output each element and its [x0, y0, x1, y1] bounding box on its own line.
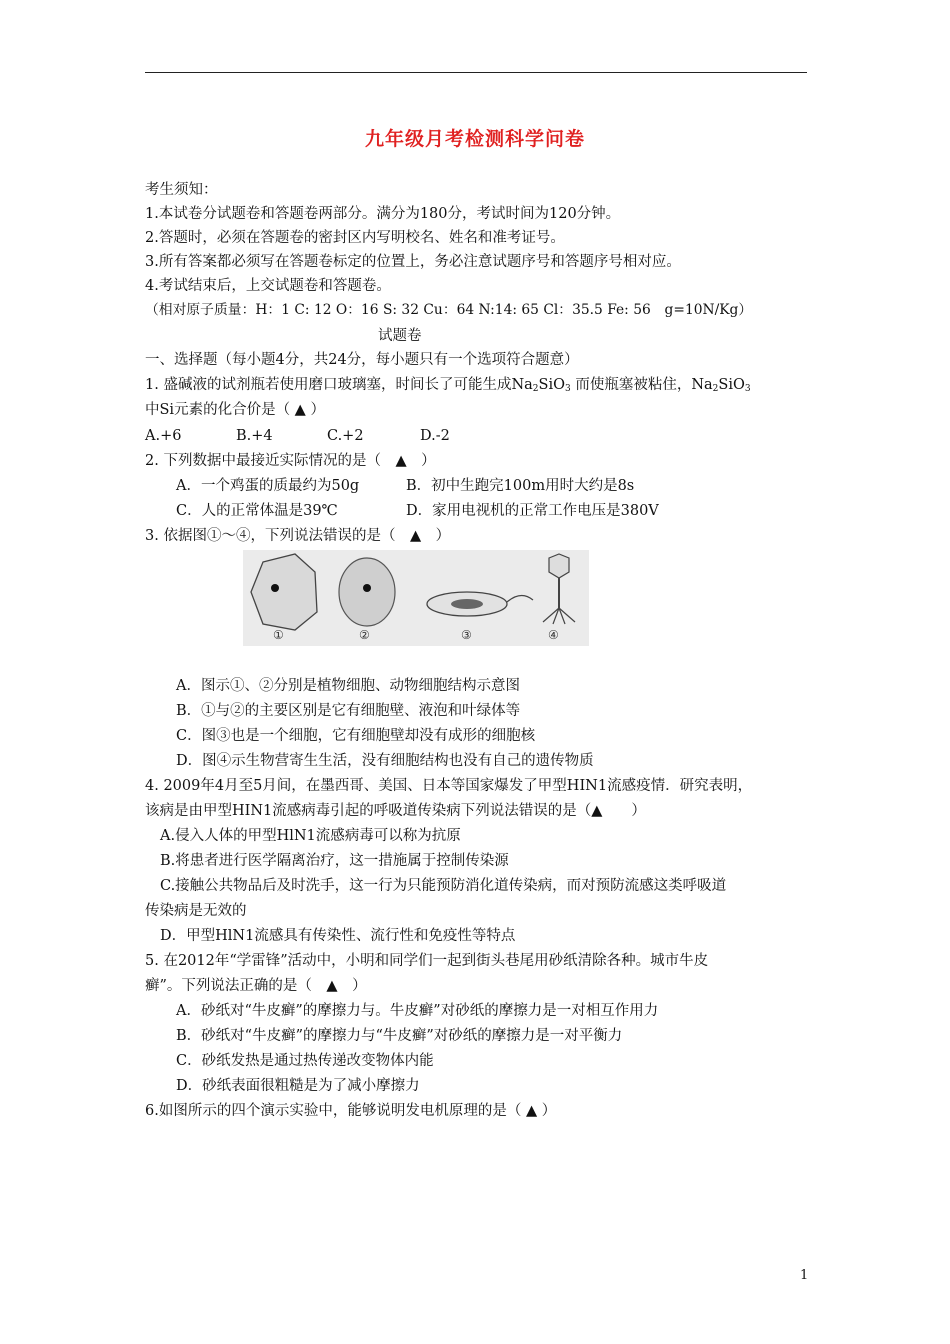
- q5-option-c: C．砂纸发热是通过热传递改变物体内能: [176, 1053, 434, 1069]
- bacterium-dna: [451, 599, 483, 609]
- q2-option-c: C．人的正常体温是39℃: [176, 503, 338, 519]
- q2-stem: 2. 下列数据中最接近实际情况的是（ ▲ ）: [145, 453, 436, 469]
- q5-stem-line2: 癣”。下列说法正确的是（ ▲ ）: [145, 978, 367, 994]
- notice-heading: 考生须知：: [145, 182, 218, 198]
- cell-diagrams: [243, 550, 589, 646]
- q4-option-b: B.将患者进行医学隔离治疗，这一措施属于控制传染源: [160, 853, 509, 869]
- animal-cell-nucleus: [363, 584, 371, 592]
- q4-option-c-cont: 传染病是无效的: [145, 903, 247, 919]
- figure-label-3: ③: [461, 628, 472, 642]
- page-title: 九年级月考检测科学问卷: [364, 128, 585, 150]
- q6-stem: 6.如图所示的四个演示实验中，能够说明发电机原理的是（ ▲ ）: [145, 1103, 557, 1119]
- q4-option-a: A.侵入人体的甲型HlN1流感病毒可以称为抗原: [160, 828, 461, 844]
- q5-stem-line1: 5. 在2012年“学雷锋”活动中，小明和同学们一起到街头巷尾用砂纸清除各种。城市牛皮: [145, 953, 709, 969]
- q1-option-b: B.+4: [236, 428, 273, 444]
- figure-label-4: ④: [548, 628, 559, 642]
- figure-label-2: ②: [359, 628, 370, 642]
- q3-option-d: D．图④示生物营寄生生活，没有细胞结构也没有自己的遗传物质: [176, 753, 594, 769]
- q3-option-c: C．图③也是一个细胞，它有细胞壁却没有成形的细胞核: [176, 728, 536, 744]
- q3-option-b: B．①与②的主要区别是它有细胞壁、液泡和叶绿体等: [176, 703, 521, 719]
- atomic-mass-note: （相对原子质量：H：1 C: 12 O：16 S: 32 Cu：64 N:14: 65 Cl：35.5 Fe: 56 g=10N/Kg）: [145, 302, 753, 318]
- q2-option-a: A．一个鸡蛋的质最约为50g: [176, 478, 360, 494]
- notice-item-1: 1.本试卷分试题卷和答题卷两部分。满分为180分，考试时间为120分钟。: [145, 206, 621, 222]
- q1-option-d: D.-2: [420, 428, 450, 444]
- header-rule: [145, 72, 807, 73]
- notice-item-3: 3.所有答案都必须写在答题卷标定的位置上，务必注意试题序号和答题序号相对应。: [145, 254, 681, 270]
- plant-cell-nucleus: [271, 584, 279, 592]
- q2-option-d: D．家用电视机的正常工作电压是380V: [406, 503, 659, 519]
- cell-structure-figure: [243, 550, 589, 646]
- q2-option-b: B．初中生跑完100m用时大约是8s: [406, 478, 635, 494]
- q1-option-a: A.+6: [145, 428, 182, 444]
- bacterium-flagellum: [507, 595, 533, 602]
- q4-stem-line1: 4. 2009年4月至5月间，在墨西哥、美国、日本等国家爆发了甲型HIN1流感疫情．研究表明，: [145, 778, 753, 794]
- q1-option-c: C.+2: [327, 428, 364, 444]
- section-label: 试题卷: [378, 328, 422, 344]
- section-heading: 一、选择题（每小题4分，共24分，每小题只有一个选项符合题意）: [145, 352, 579, 368]
- q3-stem: 3. 依据图①～④，下列说法错误的是（ ▲ ）: [145, 528, 451, 544]
- q4-stem-line2: 该病是由甲型HIN1流感病毒引起的呼吸道传染病下列说法错误的是（▲ ）: [145, 803, 646, 819]
- plant-cell-shape: [251, 554, 317, 630]
- q1-stem-line2: 中Si元素的化合价是（ ▲ ）: [145, 402, 325, 418]
- notice-item-4: 4.考试结束后，上交试题卷和答题卷。: [145, 278, 391, 294]
- figure-label-1: ①: [273, 628, 284, 642]
- page-number: 1: [800, 1268, 809, 1283]
- q4-option-c: C.接触公共物品后及时洗手，这一行为只能预防消化道传染病，而对预防流感这类呼吸道: [160, 878, 727, 894]
- phage-head: [549, 554, 569, 578]
- q1-stem-line1: 1. 盛碱液的试剂瓶若使用磨口玻璃塞，时间长了可能生成$Na_2SiO_3$ 而使瓶塞被粘住，$Na_2SiO_3$: [145, 377, 751, 394]
- q3-option-a: A．图示①、②分别是植物细胞、动物细胞结构示意图: [176, 678, 520, 694]
- q5-option-d: D．砂纸表面很粗糙是为了减小摩擦力: [176, 1078, 420, 1094]
- q4-option-d: D．甲型HlN1流感具有传染性、流行性和免疫性等特点: [160, 928, 516, 944]
- q5-option-a: A．砂纸对“牛皮癣”的摩擦力与。牛皮癣”对砂纸的摩擦力是一对相互作用力: [176, 1003, 659, 1019]
- q5-option-b: B．砂纸对“牛皮癣”的摩擦力与“牛皮癣”对砂纸的摩擦力是一对平衡力: [176, 1028, 623, 1044]
- notice-item-2: 2.答题时，必须在答题卷的密封区内写明校名、姓名和准考证号。: [145, 230, 565, 246]
